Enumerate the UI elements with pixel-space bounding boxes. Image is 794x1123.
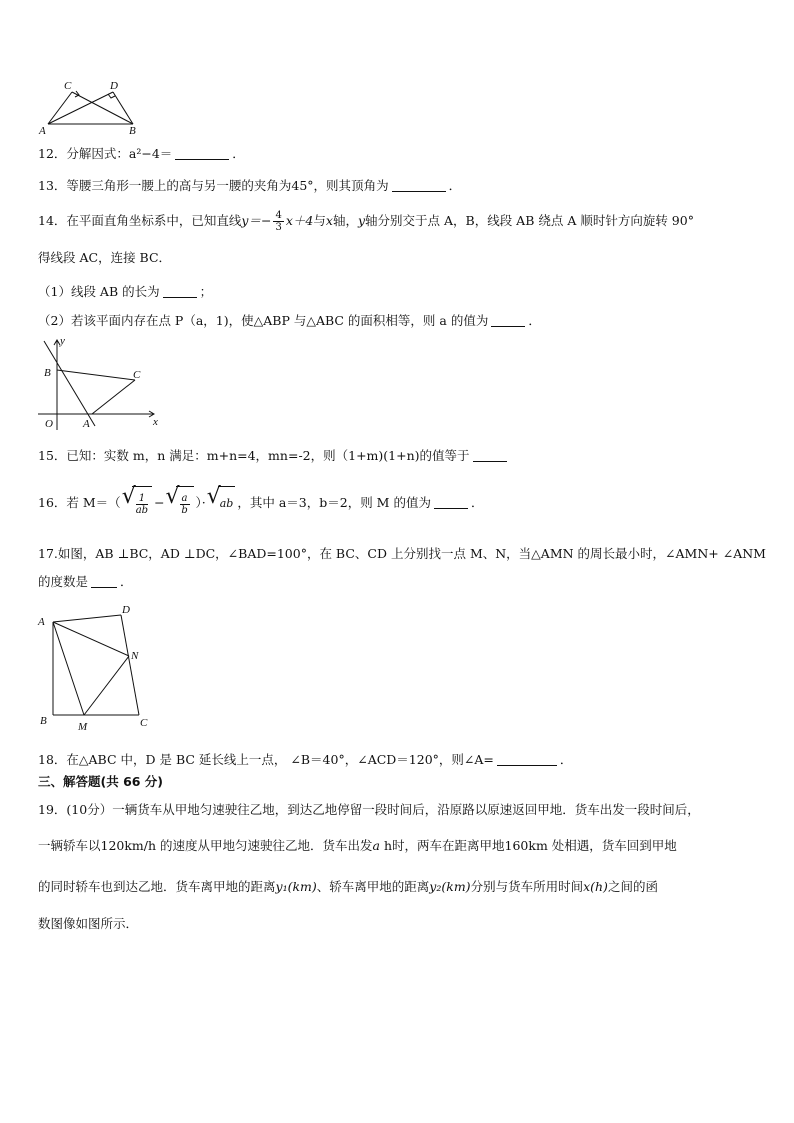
- question-13: 13．等腰三角形一腰上的高与另一腰的夹角为45°，则其顶角为 ．: [38, 178, 462, 193]
- q19-line-1: 19．(10分）一辆货车从甲地匀速驶往乙地，到达乙地停留一段时间后，沿原路以原速返回甲地．货车出发一段时间后，: [38, 802, 700, 817]
- fig3-label-b: B: [40, 715, 47, 727]
- fig2-label-y: y: [60, 335, 65, 347]
- fig1-label-c: C: [64, 80, 72, 92]
- section-3-title: 三、解答题(共 66 分): [38, 774, 164, 789]
- q16-radical-3: √ ab: [208, 486, 236, 521]
- q12-text: 12．分解因式：a²−4＝: [38, 146, 173, 161]
- fig2-label-b: B: [44, 367, 51, 379]
- figure-2: [36, 334, 166, 432]
- fig2-label-o: O: [45, 418, 53, 430]
- q14-sub-2: （2）若该平面内存在点 P（a，1)，使△ABP 与△ABC 的面积相等，则 a 的值为 ．: [38, 313, 541, 328]
- q17-line-2: 的度数是 ．: [38, 574, 133, 589]
- question-14: 14．在平面直角坐标系中，已知直线y＝− $\frac{4}{3}$ x＋4与x轴，y轴分别交于点 A，B，线段 AB 绕点 A 顺时针方向旋转 90°: [38, 210, 694, 233]
- q19-line-3: 的同时轿车也到达乙地．货车离甲地的距离y₁(km)、轿车离甲地的距离y₂(km)分别与货车所用时间x(h)之间的函: [38, 879, 658, 894]
- fig2-label-x: x: [153, 416, 158, 428]
- fig1-label-a: A: [39, 125, 46, 137]
- q19-line-4: 数图像如图所示．: [38, 916, 139, 931]
- q17-line-1: 17.如图，AB ⊥BC，AD ⊥DC，∠BAD=100°，在 BC、CD 上分别找一点 M、N，当△AMN 的周长最小时，∠AMN+ ∠ANM: [38, 546, 766, 561]
- q14-sub1-answer-blank[interactable]: [163, 284, 197, 298]
- fig2-label-c: C: [133, 369, 141, 381]
- q12-answer-blank[interactable]: [175, 146, 229, 160]
- figure-3: [36, 600, 166, 736]
- question-18: 18．在△ABC 中，D 是 BC 延长线上一点， ∠B＝40°，∠ACD＝120°，则∠A= ．: [38, 752, 573, 767]
- q14-sub2-answer-blank[interactable]: [491, 313, 525, 327]
- fig1-label-b: B: [129, 125, 136, 137]
- q17-answer-blank[interactable]: [91, 574, 117, 588]
- q14-sub-1: （1）线段 AB 的长为 ；: [38, 284, 213, 299]
- q14-fraction: $\frac{4}{3}$: [275, 210, 282, 233]
- fig3-label-n: N: [131, 650, 139, 662]
- q14-line-2: 得线段 AC，连接 BC．: [38, 250, 172, 265]
- q16-radical-1: √ $\frac{1}{ab}$: [123, 486, 152, 521]
- fig3-label-m: M: [78, 721, 88, 733]
- q16-answer-blank[interactable]: [434, 495, 468, 509]
- fig3-label-d: D: [122, 604, 130, 616]
- question-15: 15．已知：实数 m，n 满足：m+n=4，mn=-2，则（1+m)(1+n)的值等于: [38, 446, 758, 466]
- q15-answer-blank[interactable]: [473, 448, 507, 462]
- question-16: 16．若 M＝（ √ $\frac{1}{ab}$ − √ $\frac{a}{b}$ ）·√ ab ，其中 a＝3，b＝2，则 M 的值为 ．: [38, 486, 758, 520]
- figure-1: [38, 76, 148, 138]
- question-12: 12．分解因式：a²−4＝ ．: [38, 146, 245, 161]
- fig2-label-a: A: [83, 418, 90, 430]
- q14-equation: y＝−: [241, 213, 272, 228]
- fig3-label-c: C: [140, 717, 148, 729]
- q18-answer-blank[interactable]: [497, 752, 557, 766]
- fig1-label-d: D: [110, 80, 118, 92]
- q19-line-2: 一辆轿车以120km/h 的速度从甲地匀速驶往乙地．货车出发a h时，两车在距离甲地160km 处相遇，货车回到甲地: [38, 838, 677, 853]
- q13-answer-blank[interactable]: [392, 178, 446, 192]
- q16-radical-2: √ $\frac{a}{b}$: [167, 486, 194, 521]
- q13-text: 13．等腰三角形一腰上的高与另一腰的夹角为45°，则其顶角为: [38, 178, 389, 193]
- fig3-label-a: A: [38, 616, 45, 628]
